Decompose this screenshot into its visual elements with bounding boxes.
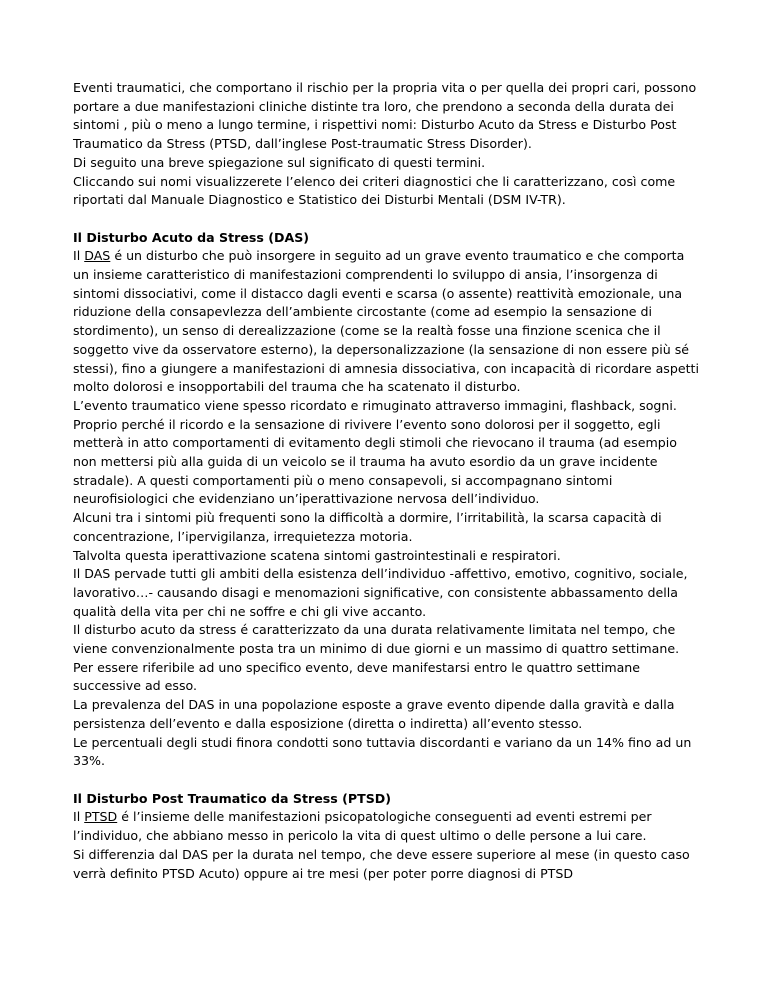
- intro-paragraph: Eventi traumatici, che comportano il rischio per la propria vita o per quella dei propri cari, possono portare a due manifestazioni cliniche distinte tra loro, che prendono a seconda della durata dei sintomi , più o meno a lungo termine, i rispettivi nomi: Disturbo Acuto da Stress e Disturbo Post Traumatico da Stress (PTSD, dall’inglese Post-traumatic Stress Disorder).: [73, 80, 697, 152]
- intro-paragraph: Di seguito una breve spiegazione sul significato di questi termini.: [73, 154, 486, 170]
- das-paragraph: Alcuni tra i sintomi più frequenti sono la difficoltà a dormire, l’irritabilità, la scarsa capacità di concentrazione, l’ipervigilanza, irrequietezza motoria.: [73, 510, 662, 544]
- ptsd-paragraph: Si differenzia dal DAS per la durata nel tempo, che deve essere superiore al mese (in questo caso verrà definito PTSD Acuto) oppure ai tre mesi (per poter porre diagnosi di PTSD: [73, 846, 690, 881]
- das-paragraph: L’evento traumatico viene spesso ricordato e rimuginato attraverso immagini, flashback, sogni. Proprio perché il ricordo e la sensazione di rivivere l’evento sono dolorosi per il soggetto, egli metterà in atto comportamenti di evitamento degli stimoli che rievocano il trauma (ad esempio non mettersi più alla guida di un veicolo se il trauma ha avuto esordio da un grave incidente stradale). A questi comportamenti più o meno consapevoli, si accompagnano sintomi neurofisiologici che evidenziano un’iperattivazione nervosa dell’individuo.: [73, 397, 677, 507]
- das-paragraph: Talvolta questa iperattivazione scatena sintomi gastrointestinali e respiratori.: [73, 547, 561, 563]
- das-paragraph: Il disturbo acuto da stress é caratterizzato da una durata relativamente limitata nel tempo, che viene convenzionalmente posta tra un minimo di due giorni e un massimo di quattro settimane.: [73, 622, 680, 657]
- text: é un disturbo che può insorgere in seguito ad un grave evento traumatico e che comporta un insieme caratteristico di manifestazioni comprendenti lo sviluppo di ansia, l’insorgenza di sintomi dissociativi, come il distacco dagli eventi e scarsa (o assente) reattività emozionale, una riduzione della consapevlezza dell’ambiente circostante (come ad esempio la sensazione di stordimento), un senso di derealizzazione (come se la realtà fosse una finzione scenica che il soggetto vive da osservatore esterno), la depersonalizzazione (la sensazione di non essere più sé stessi), fino a giungere a manifestazioni di amnesia dissociativa, con incapacità di ricordare aspetti molto dolorosi e insopportabili del trauma che ha scatenato il disturbo.: [73, 248, 699, 395]
- spacer: [73, 771, 703, 790]
- das-paragraph: Per essere riferibile ad uno specifico evento, deve manifestarsi entro le quattro settimane successive ad esso.: [73, 659, 641, 694]
- das-paragraph: La prevalenza del DAS in una popolazione esposte a grave evento dipende dalla gravità e dalla persistenza dell’evento e dalla esposizione (diretta o indiretta) all’evento stesso.: [73, 697, 675, 731]
- das-definition: [73, 247, 703, 397]
- text: é l’insieme delle manifestazioni psicopatologiche conseguenti ad eventi estremi per l’individuo, che abbiano messo in pericolo la vita di quest ultimo o delle persone a lui care.: [73, 809, 652, 844]
- ptsd-definition: [73, 808, 703, 845]
- ptsd-link[interactable]: PTSD: [84, 809, 118, 825]
- ptsd-heading: Il Disturbo Post Traumatico da Stress (PTSD): [73, 790, 391, 806]
- das-paragraph: Il DAS pervade tutti gli ambiti della esistenza dell’individuo -affettivo, emotivo, cognitivo, sociale, lavorativo…- causando disagi e menomazioni significative, con consistente abbassamento della qualità della vita per chi ne soffre e chi gli vive accanto.: [73, 566, 688, 619]
- document-body: [73, 79, 703, 883]
- das-heading: Il Disturbo Acuto da Stress (DAS): [73, 229, 310, 245]
- intro-paragraph: Cliccando sui nomi visualizzerete l’elenco dei criteri diagnostici che li caratterizzano, così come riportati dal Manuale Diagnostico e Statistico dei Disturbi Mentali (DSM IV-TR).: [73, 173, 676, 208]
- spacer: [73, 210, 703, 229]
- text: Il: [73, 809, 85, 825]
- das-link[interactable]: DAS: [84, 248, 111, 264]
- text: Il: [73, 248, 85, 264]
- das-paragraph: Le percentuali degli studi finora condotti sono tuttavia discordanti e variano da un 14% fino ad un 33%.: [73, 734, 692, 769]
